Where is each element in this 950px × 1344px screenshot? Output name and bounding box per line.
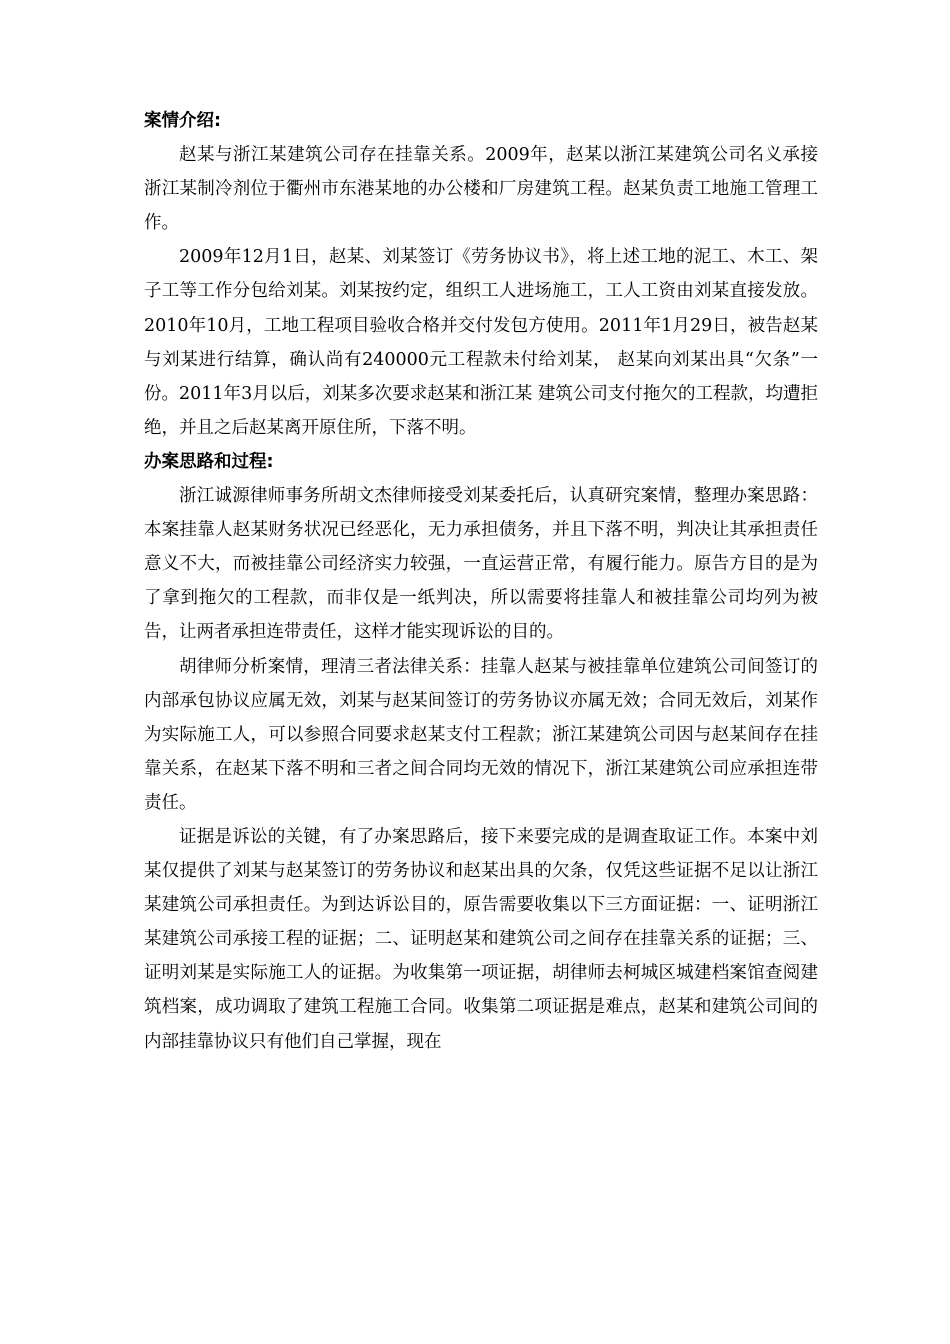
- paragraph: 浙江诚源律师事务所胡文杰律师接受刘某委托后，认真研究案情，整理办案思路：本案挂靠人赵某财务状况已经恶化，无力承担债务，并且下落不明，判决让其承担责任意义不大，而被挂靠公司经济实力较强，一直运营正常，有履行能力。原告方目的是为了拿到拖欠的工程款，而非仅是一纸判决，所以需要将挂靠人和被挂靠公司均列为被告，让两者承担连带责任，这样才能实现诉讼的目的。: [144, 486, 818, 643]
- paragraph: 证据是诉讼的关键，有了办案思路后，接下来要完成的是调查取证工作。本案中刘某仅提供了刘某与赵某签订的劳务协议和赵某出具的欠条，仅凭这些证据不足以让浙江某建筑公司承担责任。为到达诉讼目的，原告需要收集以下三方面证据：一、证明浙江某建筑公司承接工程的证据；二、证明赵某和建筑公司之间存在挂靠关系的证据；三、证明刘某是实际施工人的证据。为收集第一项证据，胡律师去柯城区城建档案馆查阅建筑档案，成功调取了建筑工程施工合同。收集第二项证据是难点，赵某和建筑公司间的内部挂靠协议只有他们自己掌握，现在: [144, 826, 818, 1052]
- paragraph: 赵某与浙江某建筑公司存在挂靠关系。2009年，赵某以浙江某建筑公司名义承接浙江某制冷剂位于衢州市东港某地的办公楼和厂房建筑工程。赵某负责工地施工管理工作。: [144, 145, 818, 234]
- paragraph: 2009年12月1日，赵某、刘某签订《劳务协议书》，将上述工地的泥工、木工、架子工等工作分包给刘某。刘某按约定，组织工人进场施工，工人工资由刘某直接发放。2010年10月，工地工程项目验收合格并交付发包方使用。2011年1月29日，被告赵某与刘某进行结算，确认尚有240000元工程款未付给刘某， 赵某向刘某出具“欠条”一份。2011年3月以后，刘某多次要求赵某和浙江某 建筑公司支付拖欠的工程款，均遭拒绝，并且之后赵某离开原住所，下落不明。: [144, 247, 818, 438]
- section-heading-case-intro: 案情介绍:: [144, 111, 221, 131]
- section-heading-approach: 办案思路和过程:: [144, 451, 274, 472]
- paragraph: 胡律师分析案情，理清三者法律关系：挂靠人赵某与被挂靠单位建筑公司间签订的内部承包协议应属无效，刘某与赵某间签订的劳务协议亦属无效；合同无效后，刘某作为实际施工人，可以参照合同要求赵某支付工程款；浙江某建筑公司因与赵某间存在挂靠关系，在赵某下落不明和三者之间合同均无效的情况下，浙江某建筑公司应承担连带责任。: [144, 656, 818, 813]
- document-page: [144, 104, 818, 1059]
